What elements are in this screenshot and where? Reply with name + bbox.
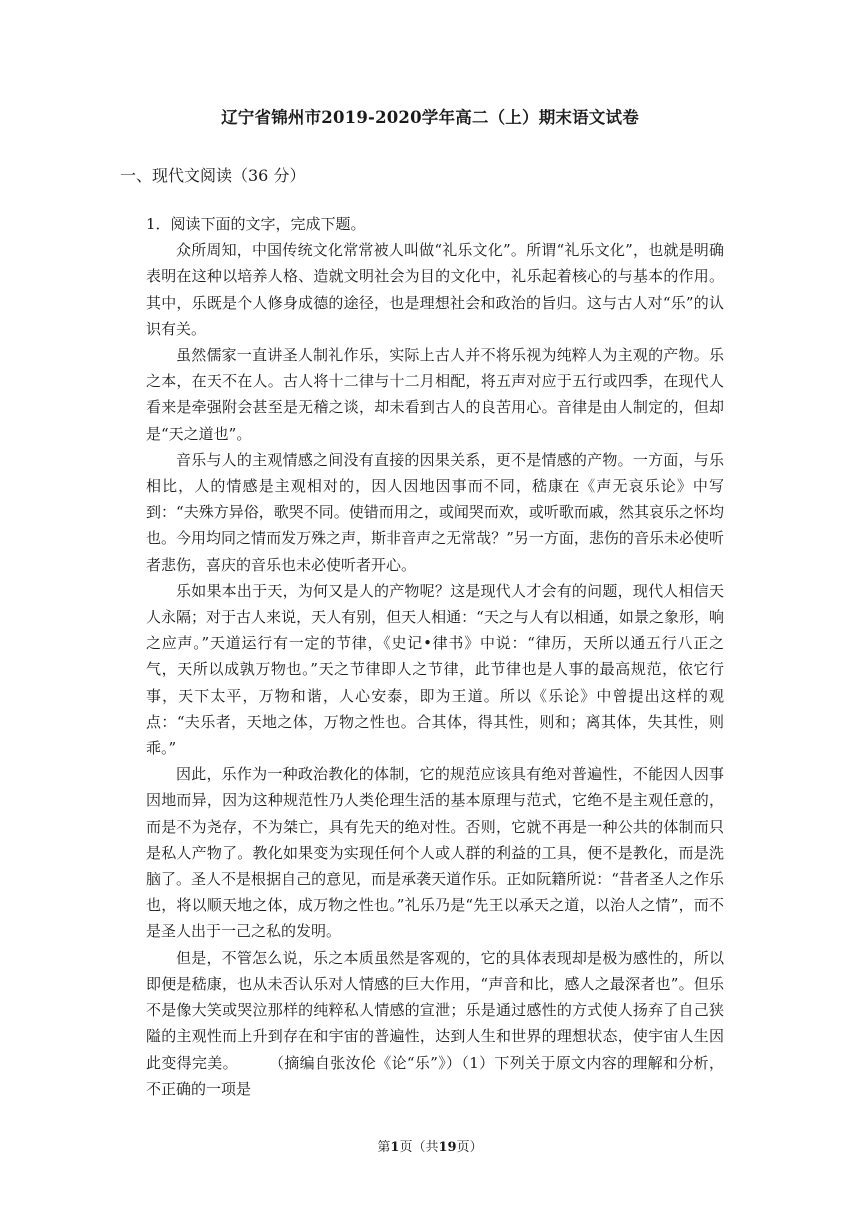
page-total: 19 (438, 1140, 457, 1155)
footer-prefix: 第 (377, 1140, 391, 1155)
footer-middle: 页（共 (399, 1140, 439, 1155)
page-footer (0, 1136, 860, 1155)
page-number: 1 (390, 1140, 400, 1155)
question-intro: 1．阅读下面的文字，完成下题。 (146, 215, 366, 233)
exam-title: 辽宁省锦州市2019-2020学年高二（上）期末语文试卷 (221, 108, 639, 127)
footer-suffix: 页） (456, 1140, 483, 1155)
section-heading: 一、现代文阅读（36 分） (120, 166, 306, 185)
reading-passage (146, 211, 724, 1102)
passage-paragraph-6: 但是，不管怎么说，乐之本质虽然是客观的，它的具体表现却是极为感性的，所以即便是嵇康，也从未否认乐对人情感的巨大作用，“声音和比，感人之最深者也”。但乐不是像大笑或哭泣那样的纯粹私人情感的宣泄；乐是通过感性的方式使人扬弃了自己狭隘的主观性而上升到存在和宇宙的普遍性，达到人生和世界的理想状态，使宇宙人生因此变得完美。 （摘编自张汝伦《论“乐”》）（1）下列关于原文内容的理解和分析，不正确的一项是 (146, 948, 724, 1098)
passage-paragraph-5: 因此，乐作为一种政治教化的体制，它的规范应该具有绝对普遍性，不能因人因事因地而异，因为这种规范性乃人类伦理生活的基本原理与范式，它绝不是主观任意的，而是不为尧存，不为桀亡，具有先天的绝对性。否则，它就不再是一种公共的体制而只是私人产物了。教化如果变为实现任何个人或人群的利益的工具，便不是教化，而是洗脑了。圣人不是根据自己的意见，而是承袭天道作乐。正如阮籍所说：“昔者圣人之作乐也，将以顺天地之体，成万物之性也。”礼乐乃是“先王以承天之道，以治人之情”，而不是圣人出于一己之私的发明。 (146, 765, 724, 941)
passage-paragraph-3: 音乐与人的主观情感之间没有直接的因果关系，更不是情感的产物。一方面，与乐相比，人的情感是主观相对的，因人因地因事而不同，嵇康在《声无哀乐论》中写到：“夫殊方异俗，歌哭不同。使错而用之，或闻哭而欢，或听歌而戚，然其哀乐之怀均也。今用均同之情而发万殊之声，斯非音声之无常哉？”另一方面，悲伤的音乐未必使听者悲伤，喜庆的音乐也未必使听者开心。 (146, 450, 724, 574)
passage-paragraph-2: 虽然儒家一直讲圣人制礼作乐，实际上古人并不将乐视为纯粹人为主观的产物。乐之本，在天不在人。古人将十二律与十二月相配，将五声对应于五行或四季，在现代人看来是牵强附会甚至是无稽之谈，却未看到古人的良苦用心。音律是由人制定的，但却是“天之道也”。 (146, 346, 724, 443)
passage-paragraph-1: 众所周知，中国传统文化常常被人叫做“礼乐文化”。所谓“礼乐文化”，也就是明确表明在这种以培养人格、造就文明社会为目的文化中，礼乐起着核心的与基本的作用。其中，乐既是个人修身成德的途径，也是理想社会和政治的旨归。这与古人对“乐”的认识有关。 (146, 241, 724, 338)
passage-paragraph-4: 乐如果本出于天，为何又是人的产物呢？这是现代人才会有的问题，现代人相信天人永隔；对于古人来说，天人有别，但天人相通：“天之与人有以相通，如景之象形，响之应声。”天道运行有一定的节律，《史记•律书》中说：“律历，天所以通五行八正之气，天所以成孰万物也。”天之节律即人之节律，此节律也是人事的最高规范，依它行事，天下太平，万物和谐，人心安泰，即为王道。所以《乐论》中曾提出这样的观点：“夫乐者，天地之体，万物之性也。合其体，得其性，则和；离其体，失其性，则乖。” (146, 581, 724, 758)
